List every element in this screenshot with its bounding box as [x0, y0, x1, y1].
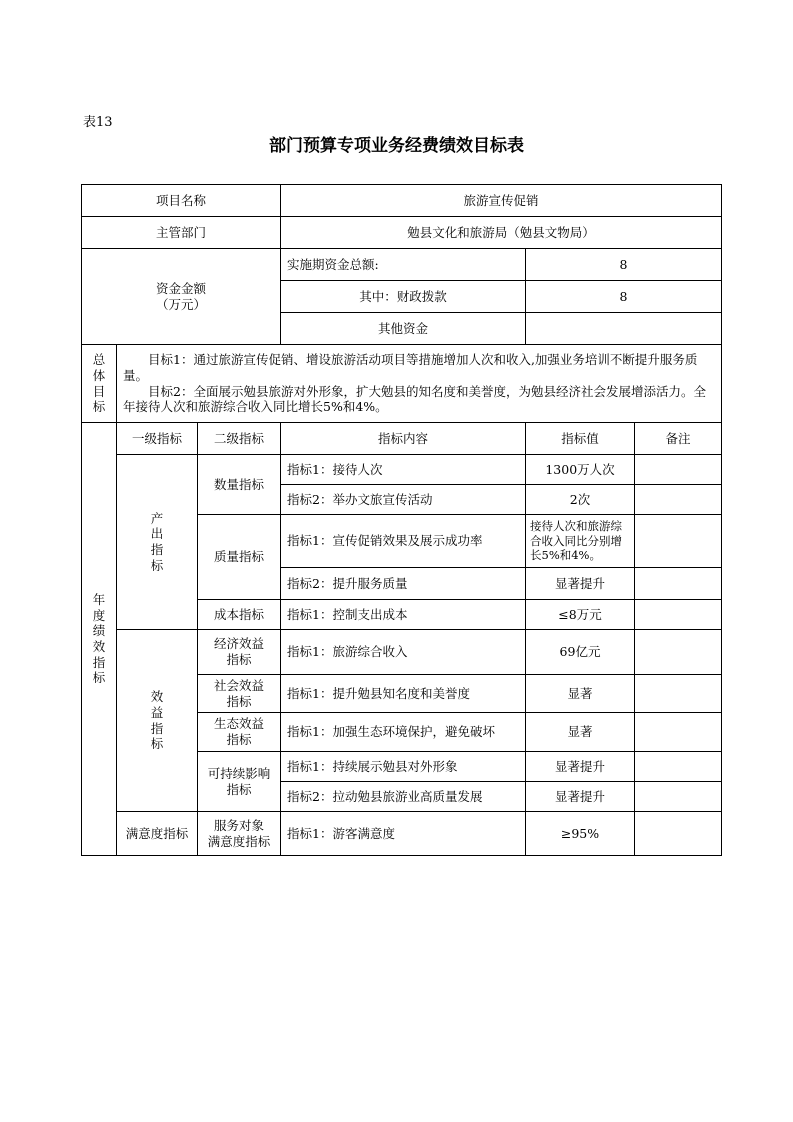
- project-name-label: 项目名称: [82, 185, 281, 217]
- indicator-content: 指标1：提升勉县知名度和美誉度: [281, 675, 526, 713]
- table-number-label: 表13: [83, 115, 113, 130]
- indicator-value: 显著提升: [526, 752, 635, 782]
- indicator-content: 指标1：接待人次: [281, 455, 526, 485]
- funds-other-value: [526, 313, 722, 345]
- performance-table: [81, 184, 722, 856]
- social-indicator-label: 社会效益 指标: [198, 675, 281, 713]
- goal-2: 目标2：全面展示勉县旅游对外形象，扩大勉县的知名度和美誉度，为勉县经济社会发展增添活力。全年接待人次和旅游综合收入同比增长5%和4%。: [123, 383, 706, 415]
- header-note: 备注: [635, 423, 722, 455]
- page-title: 部门预算专项业务经费绩效目标表: [269, 136, 524, 156]
- indicator-value: 2次: [526, 485, 635, 515]
- indicator-value: 显著提升: [526, 568, 635, 600]
- indicator-value: 显著: [526, 675, 635, 713]
- indicator-value: 显著: [526, 713, 635, 752]
- funds-total-row: [82, 249, 722, 281]
- funds-fiscal-value: 8: [526, 281, 722, 313]
- annual-indicators-label: 年 度 绩 效 指 标: [82, 423, 117, 856]
- indicator-note: [635, 752, 722, 782]
- benefit-indicator-label: 效 益 指 标: [117, 630, 198, 812]
- output-indicator-label: 产 出 指 标: [117, 455, 198, 630]
- header-level2: 二级指标: [198, 423, 281, 455]
- indicator-note: [635, 713, 722, 752]
- table-row: [82, 812, 722, 856]
- indicator-content: 指标2：拉动勉县旅游业高质量发展: [281, 782, 526, 812]
- indicator-content: 指标2：提升服务质量: [281, 568, 526, 600]
- indicator-value: 1300万人次: [526, 455, 635, 485]
- indicator-note: [635, 630, 722, 675]
- funds-fiscal-label: 其中：财政拨款: [281, 281, 526, 313]
- indicator-value: 接待人次和旅游综合收入同比分别增长5%和4%。: [526, 515, 635, 568]
- funds-label: [82, 249, 281, 345]
- project-name-value: 旅游宣传促销: [281, 185, 722, 217]
- indicator-value: 69亿元: [526, 630, 635, 675]
- cost-indicator-label: 成本指标: [198, 600, 281, 630]
- quantity-indicator-label: 数量指标: [198, 455, 281, 515]
- goal-1: 目标1：通过旅游宣传促销、增设旅游活动项目等措施增加人次和收入,加强业务培训不断提升服务质量。: [123, 352, 698, 383]
- indicator-note: [635, 455, 722, 485]
- header-content: 指标内容: [281, 423, 526, 455]
- indicator-header-row: [82, 423, 722, 455]
- indicator-content: 指标1：控制支出成本: [281, 600, 526, 630]
- department-row: [82, 217, 722, 249]
- department-label: 主管部门: [82, 217, 281, 249]
- indicator-content: 指标1：持续展示勉县对外形象: [281, 752, 526, 782]
- funds-other-label: 其他资金: [281, 313, 526, 345]
- ecological-indicator-label: 生态效益 指标: [198, 713, 281, 752]
- sustain-indicator-label: 可持续影响 指标: [198, 752, 281, 812]
- funds-label-line2: （万元）: [155, 296, 206, 312]
- indicator-value: ≤8万元: [526, 600, 635, 630]
- indicator-content: 指标1：宣传促销效果及展示成功率: [281, 515, 526, 568]
- overall-goal-row: [82, 345, 722, 423]
- funds-total-label: 实施期资金总额:: [281, 249, 526, 281]
- indicator-note: [635, 600, 722, 630]
- department-value: 勉县文化和旅游局（勉县文物局）: [281, 217, 722, 249]
- service-satisfaction-label: 服务对象 满意度指标: [198, 812, 281, 856]
- indicator-note: [635, 568, 722, 600]
- header-level1: 一级指标: [117, 423, 198, 455]
- header-value: 指标值: [526, 423, 635, 455]
- indicator-content: 指标1：游客满意度: [281, 812, 526, 856]
- indicator-value: 显著提升: [526, 782, 635, 812]
- indicator-note: [635, 485, 722, 515]
- indicator-note: [635, 782, 722, 812]
- overall-goal-label: 总 体 目 标: [82, 345, 117, 423]
- funds-label-line1: 资金金额: [155, 280, 206, 296]
- project-name-row: [82, 185, 722, 217]
- quality-indicator-label: 质量指标: [198, 515, 281, 600]
- table-row: [82, 630, 722, 675]
- indicator-note: [635, 812, 722, 856]
- indicator-content: 指标2：举办文旅宣传活动: [281, 485, 526, 515]
- indicator-content: 指标1：旅游综合收入: [281, 630, 526, 675]
- overall-goal-content: [117, 345, 722, 423]
- indicator-note: [635, 515, 722, 568]
- table-row: [82, 455, 722, 485]
- indicator-value: ≥95%: [526, 812, 635, 856]
- economic-indicator-label: 经济效益 指标: [198, 630, 281, 675]
- indicator-content: 指标1：加强生态环境保护，避免破坏: [281, 713, 526, 752]
- funds-total-value: 8: [526, 249, 722, 281]
- indicator-note: [635, 675, 722, 713]
- satisfaction-indicator-label: 满意度指标: [117, 812, 198, 856]
